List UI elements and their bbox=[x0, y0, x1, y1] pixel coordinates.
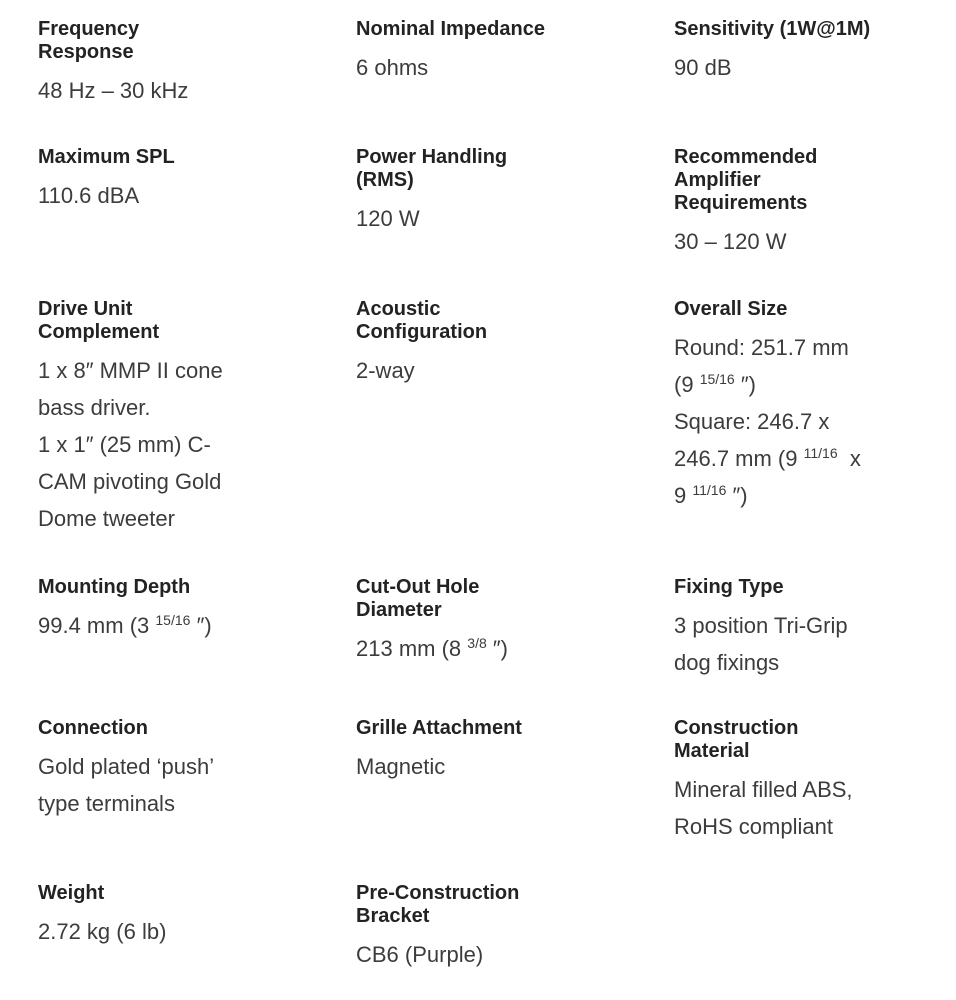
spec-label: Sensitivity (1W@1M) bbox=[674, 18, 871, 40]
spec-value-line: RoHS compliant bbox=[674, 814, 833, 839]
spec-value-round: Round: 251.7 mm bbox=[674, 335, 849, 360]
spec-value-square-dims: 246.7 mm (9 $^{11/16}$ x bbox=[674, 445, 861, 471]
spec-label: Grille Attachment bbox=[356, 717, 522, 739]
spec-nominal-impedance bbox=[356, 18, 556, 86]
spec-connection bbox=[38, 717, 298, 822]
spec-overall-size bbox=[674, 298, 899, 514]
spec-value: 99.4 mm (3 $^{15/16}$ ″) bbox=[38, 612, 212, 638]
spec-maximum-spl bbox=[38, 146, 298, 214]
spec-value-line: 3 position Tri-Grip bbox=[674, 613, 848, 638]
spec-pre-construction-bracket bbox=[356, 882, 556, 973]
spec-label: Construction Material bbox=[674, 717, 799, 762]
spec-label: Maximum SPL bbox=[38, 146, 175, 168]
spec-cut-out-hole-diameter bbox=[356, 576, 556, 667]
spec-value-line: Mineral filled ABS, bbox=[674, 777, 853, 802]
spec-value: 48 Hz – 30 kHz bbox=[38, 78, 189, 103]
spec-value: 120 W bbox=[356, 206, 420, 231]
spec-label: Frequency Response bbox=[38, 18, 140, 63]
spec-acoustic-configuration bbox=[356, 298, 556, 389]
spec-construction-material bbox=[674, 717, 874, 845]
spec-value: 30 – 120 W bbox=[674, 229, 787, 254]
spec-label: Overall Size bbox=[674, 298, 788, 320]
spec-value: 90 dB bbox=[674, 55, 732, 80]
spec-label: Mounting Depth bbox=[38, 576, 191, 598]
spec-label: Connection bbox=[38, 717, 148, 739]
spec-label: Pre-Construction Bracket bbox=[356, 882, 520, 927]
spec-label: Power Handling (RMS) bbox=[356, 146, 508, 191]
spec-label: Recommended Amplifier Requirements bbox=[674, 146, 818, 214]
spec-value: 6 ohms bbox=[356, 55, 429, 80]
spec-recommended-amplifier bbox=[674, 146, 864, 260]
spec-label: Drive Unit Complement bbox=[38, 298, 160, 343]
spec-value: CB6 (Purple) bbox=[356, 942, 484, 967]
spec-drive-unit-complement bbox=[38, 298, 238, 537]
spec-value: 2.72 kg (6 lb) bbox=[38, 919, 167, 944]
spec-value-line: 1 x 8″ MMP II cone bbox=[38, 358, 223, 383]
spec-value: 110.6 dBA bbox=[38, 183, 140, 208]
spec-weight bbox=[38, 882, 298, 950]
spec-value-line: CAM pivoting Gold bbox=[38, 469, 222, 494]
spec-label: Fixing Type bbox=[674, 576, 784, 598]
spec-value-round-imperial: (9 $^{15/16}$ ″) bbox=[674, 371, 756, 397]
spec-power-handling bbox=[356, 146, 556, 237]
spec-label: Nominal Impedance bbox=[356, 18, 545, 40]
spec-value: Magnetic bbox=[356, 754, 446, 779]
spec-sensitivity bbox=[674, 18, 934, 86]
spec-fixing-type bbox=[674, 576, 899, 681]
spec-value: 2-way bbox=[356, 358, 415, 383]
spec-grille-attachment bbox=[356, 717, 616, 785]
spec-value-line: Gold plated ‘push’ bbox=[38, 754, 215, 779]
spec-label: Acoustic Configuration bbox=[356, 298, 488, 343]
spec-frequency-response bbox=[38, 18, 238, 109]
spec-value-square: Square: 246.7 x bbox=[674, 409, 830, 434]
spec-value-line: dog fixings bbox=[674, 650, 780, 675]
spec-value: 213 mm (8 $^{3/8}$ ″) bbox=[356, 635, 508, 661]
spec-mounting-depth bbox=[38, 576, 298, 644]
spec-value-line: Dome tweeter bbox=[38, 506, 175, 531]
spec-value-line: type terminals bbox=[38, 791, 175, 816]
spec-value-line: 1 x 1″ (25 mm) C- bbox=[38, 432, 211, 457]
spec-value-line: bass driver. bbox=[38, 395, 151, 420]
spec-label: Cut-Out Hole Diameter bbox=[356, 576, 480, 621]
spec-value-square-imperial: 9 $^{11/16}$ ″) bbox=[674, 482, 748, 508]
spec-label: Weight bbox=[38, 882, 105, 904]
